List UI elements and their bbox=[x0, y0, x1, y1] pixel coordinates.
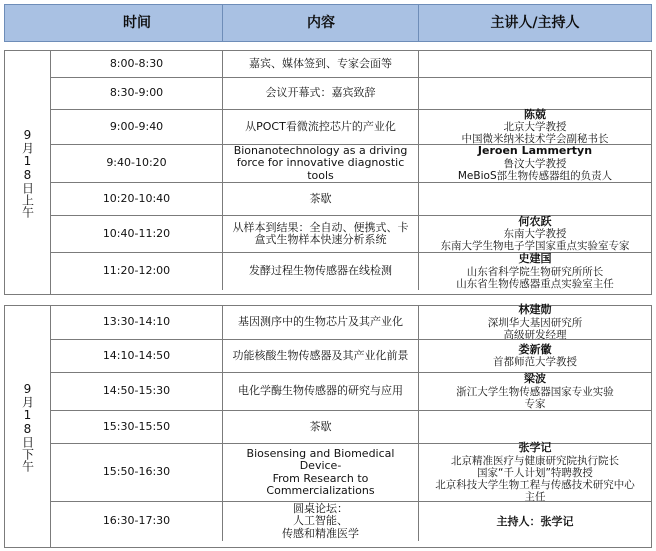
time-cell bbox=[51, 340, 223, 372]
time-cell bbox=[51, 110, 223, 144]
speaker-name: 陈兢 bbox=[524, 107, 546, 121]
speaker-name: 林建勋 bbox=[518, 303, 552, 317]
topic-cell bbox=[223, 306, 419, 339]
speaker-title: 主持人：张学记 bbox=[496, 514, 574, 528]
speaker-cell bbox=[419, 183, 651, 215]
speaker-title: 山东省生物传感器重点实验室主任 bbox=[456, 277, 614, 290]
schedule-row bbox=[51, 144, 651, 182]
schedule-row bbox=[51, 443, 651, 501]
speaker-title: 高级研发经理 bbox=[503, 328, 567, 341]
time-cell bbox=[51, 145, 223, 182]
schedule-row bbox=[51, 252, 651, 290]
time-cell bbox=[51, 373, 223, 410]
day-label-cell bbox=[5, 306, 51, 547]
speaker-title: 东南大学生物电子学国家重点实验室专家 bbox=[440, 240, 630, 253]
time-text: 10:20-10:40 bbox=[102, 191, 171, 205]
time-cell bbox=[51, 253, 223, 290]
topic-cell bbox=[223, 51, 419, 77]
speaker-title: 中国微米纳米技术学会副秘书长 bbox=[461, 133, 609, 146]
time-cell bbox=[51, 306, 223, 339]
time-text: 14:50-15:30 bbox=[102, 384, 171, 398]
topic-text: 电化学酶生物传感器的研究与应用 bbox=[238, 384, 403, 398]
time-cell bbox=[51, 183, 223, 215]
speaker-cell bbox=[419, 303, 651, 341]
schedule-row bbox=[51, 182, 651, 215]
time-text: 9:40-10:20 bbox=[106, 156, 167, 170]
speaker-cell bbox=[419, 373, 651, 410]
speaker-cell bbox=[419, 502, 651, 541]
header-speaker: 主讲人/主持人 bbox=[490, 15, 580, 31]
time-cell bbox=[51, 411, 223, 443]
time-text: 10:40-11:20 bbox=[102, 226, 171, 240]
time-text: 9:00-9:40 bbox=[109, 119, 164, 133]
schedule-row bbox=[51, 501, 651, 541]
time-cell bbox=[51, 51, 223, 77]
speaker-title: 国家“千人计划”特聘教授 bbox=[477, 466, 593, 479]
header-time: 时间 bbox=[123, 15, 151, 31]
topic-cell bbox=[223, 145, 419, 182]
speaker-cell bbox=[419, 253, 651, 290]
topic-text: Commercializations bbox=[266, 484, 375, 497]
topic-text: 传感和精准医学 bbox=[282, 526, 359, 540]
speaker-title: 北京科技大学生物工程与传感技术研究中心 bbox=[435, 478, 635, 491]
speaker-name: 何农跃 bbox=[518, 214, 552, 228]
speaker-name: 梁波 bbox=[524, 372, 546, 386]
speaker-name: 娄新徽 bbox=[518, 342, 552, 356]
speaker-title: 北京精准医疗与健康研究院执行院长 bbox=[451, 454, 619, 467]
topic-text: 茶歇 bbox=[309, 419, 332, 433]
topic-text: force for innovative diagnostic tools bbox=[236, 156, 405, 182]
speaker-cell bbox=[419, 216, 651, 252]
topic-text: Bionanotechnology as a driving bbox=[233, 143, 408, 157]
time-text: 8:30-9:00 bbox=[109, 86, 164, 100]
topic-text: 嘉宾、媒体签到、专家会面等 bbox=[249, 56, 392, 70]
speaker-cell bbox=[419, 441, 651, 503]
speaker-title: 专家 bbox=[524, 397, 546, 410]
speaker-title: 北京大学教授 bbox=[503, 121, 567, 134]
morning-session-block bbox=[4, 50, 652, 295]
topic-cell bbox=[223, 502, 419, 541]
time-text: 15:50-16:30 bbox=[102, 465, 171, 479]
speaker-title: MeBioS部生物传感器组的负责人 bbox=[457, 169, 613, 182]
topic-text: 发酵过程生物传感器在线检测 bbox=[249, 264, 392, 278]
speaker-title: 山东省科学院生物研究所所长 bbox=[466, 265, 604, 278]
topic-text: 从样本到结果：全自动、便携式、卡 bbox=[232, 220, 409, 234]
time-cell bbox=[51, 216, 223, 252]
topic-cell bbox=[223, 183, 419, 215]
time-cell bbox=[51, 78, 223, 109]
schedule-row bbox=[51, 215, 651, 252]
table-header bbox=[4, 4, 652, 42]
speaker-title: 鲁汶大学教授 bbox=[503, 157, 567, 170]
time-cell bbox=[51, 444, 223, 501]
topic-cell bbox=[223, 411, 419, 443]
schedule-row bbox=[51, 77, 651, 109]
schedule-row bbox=[51, 303, 651, 341]
speaker-title: 主任 bbox=[524, 490, 546, 503]
time-text: 16:30-17:30 bbox=[102, 514, 171, 528]
topic-text: 会议开幕式：嘉宾致辞 bbox=[265, 86, 376, 100]
schedule-row bbox=[51, 372, 651, 410]
topic-cell bbox=[223, 110, 419, 144]
topic-text: 基因测序中的生物芯片及其产业化 bbox=[238, 315, 403, 329]
speaker-cell bbox=[419, 107, 651, 146]
speaker-title: 浙江大学生物传感器国家专业实验 bbox=[456, 385, 614, 398]
topic-cell bbox=[223, 444, 419, 501]
speaker-cell bbox=[419, 51, 651, 77]
day-label-afternoon: 9月18日下午 bbox=[20, 381, 35, 472]
time-cell bbox=[51, 502, 223, 541]
topic-cell bbox=[223, 216, 419, 252]
day-label-morning: 9月18日上午 bbox=[20, 127, 35, 218]
topic-text: 圆桌论坛： bbox=[293, 501, 348, 515]
day-label-cell bbox=[5, 51, 51, 294]
schedule-row bbox=[51, 109, 651, 144]
schedule-row bbox=[51, 410, 651, 443]
speaker-name: Jeroen Lammertyn bbox=[477, 144, 593, 158]
time-text: 8:00-8:30 bbox=[109, 56, 164, 70]
time-text: 14:10-14:50 bbox=[102, 348, 171, 362]
speaker-title: 深圳华大基因研究所 bbox=[487, 316, 583, 329]
topic-text: 盒式生物样本快速分析系统 bbox=[254, 233, 387, 246]
topic-text: 从POCT看微流控芯片的产业化 bbox=[245, 119, 396, 133]
topic-cell bbox=[223, 78, 419, 109]
topic-cell bbox=[223, 253, 419, 290]
time-text: 11:20-12:00 bbox=[102, 264, 171, 278]
topic-text: 茶歇 bbox=[309, 191, 332, 205]
topic-cell bbox=[223, 340, 419, 372]
speaker-title: 东南大学教授 bbox=[503, 228, 567, 241]
speaker-name: 张学记 bbox=[518, 441, 552, 455]
speaker-cell bbox=[419, 145, 651, 182]
topic-text: 功能核酸生物传感器及其产业化前景 bbox=[232, 348, 409, 362]
header-content: 内容 bbox=[307, 15, 335, 31]
afternoon-session-block bbox=[4, 305, 652, 548]
speaker-cell bbox=[419, 340, 651, 372]
speaker-cell bbox=[419, 411, 651, 443]
topic-text: From Research to bbox=[272, 471, 369, 485]
speaker-cell bbox=[419, 78, 651, 109]
schedule-row bbox=[51, 339, 651, 372]
speaker-name: 史建国 bbox=[518, 252, 552, 266]
topic-text: 人工智能、 bbox=[293, 514, 348, 528]
schedule-row bbox=[51, 51, 651, 77]
topic-text: Biosensing and Biomedical Device- bbox=[246, 446, 395, 472]
speaker-title: 首都师范大学教授 bbox=[493, 356, 577, 369]
time-text: 13:30-14:10 bbox=[102, 315, 171, 329]
time-text: 15:30-15:50 bbox=[102, 419, 171, 433]
topic-cell bbox=[223, 373, 419, 410]
